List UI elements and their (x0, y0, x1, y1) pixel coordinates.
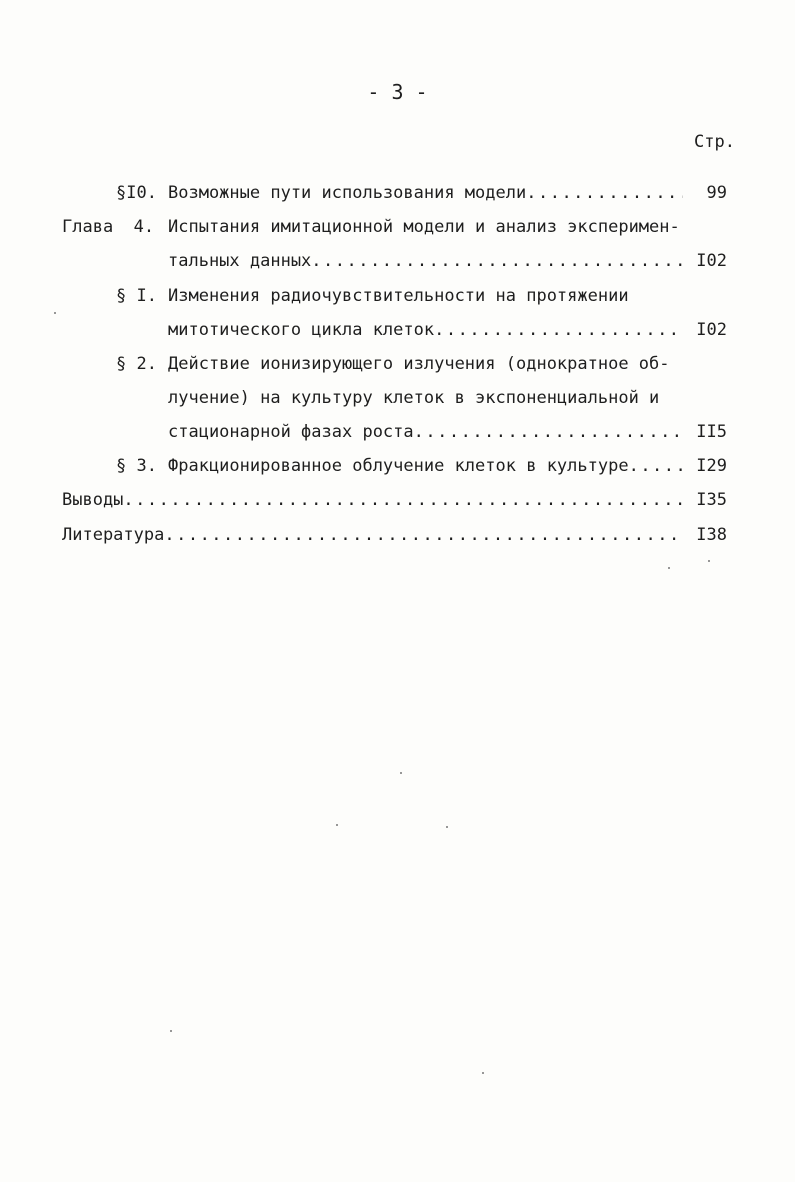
toc-entry-s2 (0, 351, 795, 377)
toc-entry-s1 (0, 283, 795, 309)
toc-label: Глава 4. (62, 217, 155, 237)
scan-speck (668, 567, 670, 569)
scan-speck (400, 772, 402, 774)
toc-title-line: Изменения радиочувствительности на протяжении (168, 286, 629, 306)
toc-title: Литература (62, 525, 165, 545)
toc-entry-s2-line2 (0, 385, 795, 411)
toc-entry-chapter4 (0, 214, 795, 240)
toc-label: § 3. (116, 456, 157, 476)
toc-label: § I. (116, 286, 157, 306)
leader-dots (629, 453, 683, 479)
toc-entry-s10 (0, 180, 795, 206)
scan-speck (708, 560, 710, 562)
scan-speck (336, 824, 338, 826)
scan-speck (54, 312, 56, 314)
scan-speck (482, 1072, 484, 1074)
page-number: - 3 - (367, 80, 428, 104)
leader-dots (164, 522, 683, 548)
toc-entry-s1-last (0, 317, 795, 343)
toc-title-line: лучение) на культуру клеток в экспоненциальной и (168, 388, 660, 408)
toc-entry-conclusions (0, 487, 795, 513)
toc-label: § 2. (116, 354, 157, 374)
toc-page: I29 (696, 456, 727, 476)
toc-title: тальных данных (168, 251, 312, 271)
toc-page: I35 (696, 490, 727, 510)
page-column-label: Стр. (694, 132, 735, 152)
leader-dots (414, 419, 683, 445)
toc-page: I02 (696, 251, 727, 271)
toc-title: Возможные пути использования модели (168, 183, 527, 203)
toc-title: Выводы (62, 490, 124, 510)
toc-title-line: Действие ионизирующего излучения (однократное об- (168, 354, 670, 374)
leader-dots (526, 180, 683, 206)
toc-entry-s3 (0, 453, 795, 479)
toc-title-line: Испытания имитационной модели и анализ эксперимен- (168, 217, 680, 237)
scan-speck (446, 826, 448, 828)
toc-label: §I0. (116, 183, 157, 203)
toc-title: Фракционированное облучение клеток в культуре (168, 456, 629, 476)
leader-dots (123, 487, 683, 513)
leader-dots (311, 248, 683, 274)
toc-entry-literature (0, 522, 795, 548)
toc-page: II5 (696, 422, 727, 442)
toc-title: стационарной фазах роста (168, 422, 414, 442)
leader-dots (434, 317, 683, 343)
toc-entry-chapter4-last (0, 248, 795, 274)
toc-entry-s2-last (0, 419, 795, 445)
toc-title: митотического цикла клеток (168, 320, 435, 340)
toc-page: 99 (706, 183, 727, 203)
toc-page: I38 (696, 525, 727, 545)
toc-page: I02 (696, 320, 727, 340)
scan-speck (170, 1030, 172, 1032)
